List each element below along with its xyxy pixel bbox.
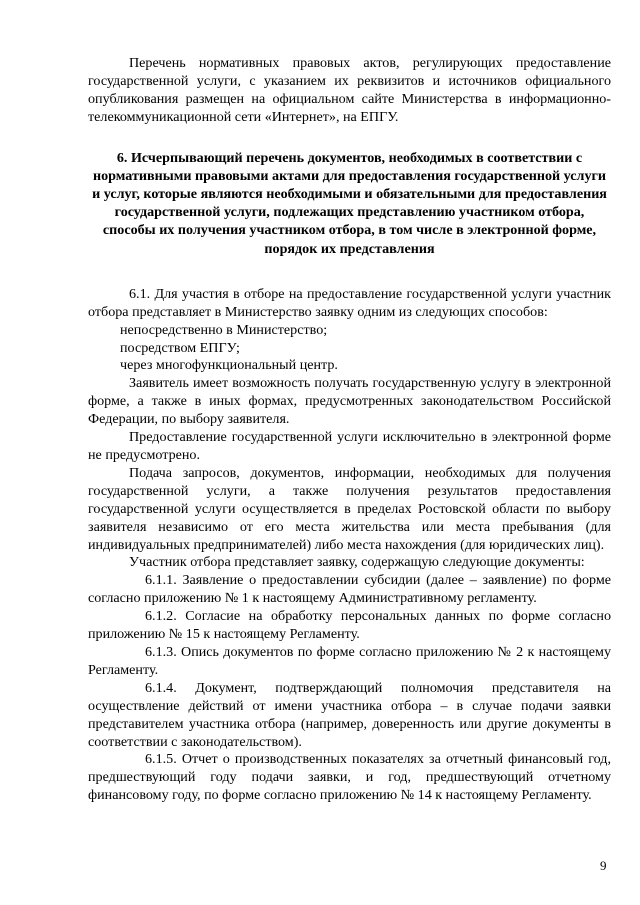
submission-way-epgu: посредством ЕПГУ; bbox=[120, 339, 240, 356]
paragraph-6-1-3: 6.1.3. Опись документов по форме согласно приложению № 2 к настоящему Регламенту. bbox=[88, 643, 611, 678]
submission-way-mfc: через многофункциональный центр. bbox=[120, 357, 338, 374]
document-page bbox=[88, 55, 611, 805]
page-number: 9 bbox=[600, 858, 607, 873]
requests-paragraph: Подача запросов, документов, информации, необходимых для получения государственной услуги, а также получения результатов предоставления государственной услуги осуществляется в пределах Ростовской области по выбору заявителя независимо от его места жительства или места пребывания (для индивидуальных предпринимателей) либо места нахождения (для юридических лиц). bbox=[88, 464, 611, 553]
paragraph-6-1: 6.1. Для участия в отборе на предоставление государственной услуги участник отбора представляет в Министерство заявку одним из следующих способов: bbox=[88, 285, 611, 320]
section-heading: 6. Исчерпывающий перечень документов, необходимых в соответствии с нормативными правовыми актами для предоставления государственной услуги и услуг, которые являются необходимыми и обязательными для предоставления государственной услуги, подлежащих представлению участником отбора, способы их получения участником отбора, в том числе в электронной форме, порядок их представления bbox=[92, 149, 607, 257]
applicant-paragraph: Заявитель имеет возможность получать государственную услугу в электронной форме, а также в иных формах, предусмотренных законодательством Российской Федерации, по выбору заявителя. bbox=[88, 375, 611, 428]
electronic-only-paragraph: Предоставление государственной услуги исключительно в электронной форме не предусмотрено. bbox=[88, 429, 611, 463]
paragraph-6-1-2: 6.1.2. Согласие на обработку персональных данных по форме согласно приложению № 15 к настоящему Регламенту. bbox=[88, 608, 611, 643]
intro-paragraph: Перечень нормативных правовых актов, регулирующих предоставление государственной услуги, с указанием их реквизитов и источников официального опубликования размещен на официальном сайте Министерства в информационно-телекоммуникационной сети «Интернет», на ЕПГУ. bbox=[88, 55, 611, 125]
submission-way-ministry: непосредственно в Министерство; bbox=[120, 321, 328, 338]
documents-intro-paragraph: Участник отбора представляет заявку, содержащую следующие документы: bbox=[129, 554, 585, 571]
paragraph-6-1-4: 6.1.4. Документ, подтверждающий полномочия представителя на осуществление действий от имени участника отбора – в случае подачи заявки представителем участника отбора (например, доверенность или другие документы в соответствии с законодательством). bbox=[88, 679, 611, 750]
paragraph-6-1-1: 6.1.1. Заявление о предоставлении субсидии (далее – заявление) по форме согласно приложению № 1 к настоящему Административному регламенту. bbox=[88, 572, 611, 607]
paragraph-6-1-5: 6.1.5. Отчет о производственных показателях за отчетный финансовый год, предшествующий году подачи заявки, и год, предшествующий отчетному финансовому году, по форме согласно приложению № 14 к настоящему Регламенту. bbox=[88, 751, 611, 804]
